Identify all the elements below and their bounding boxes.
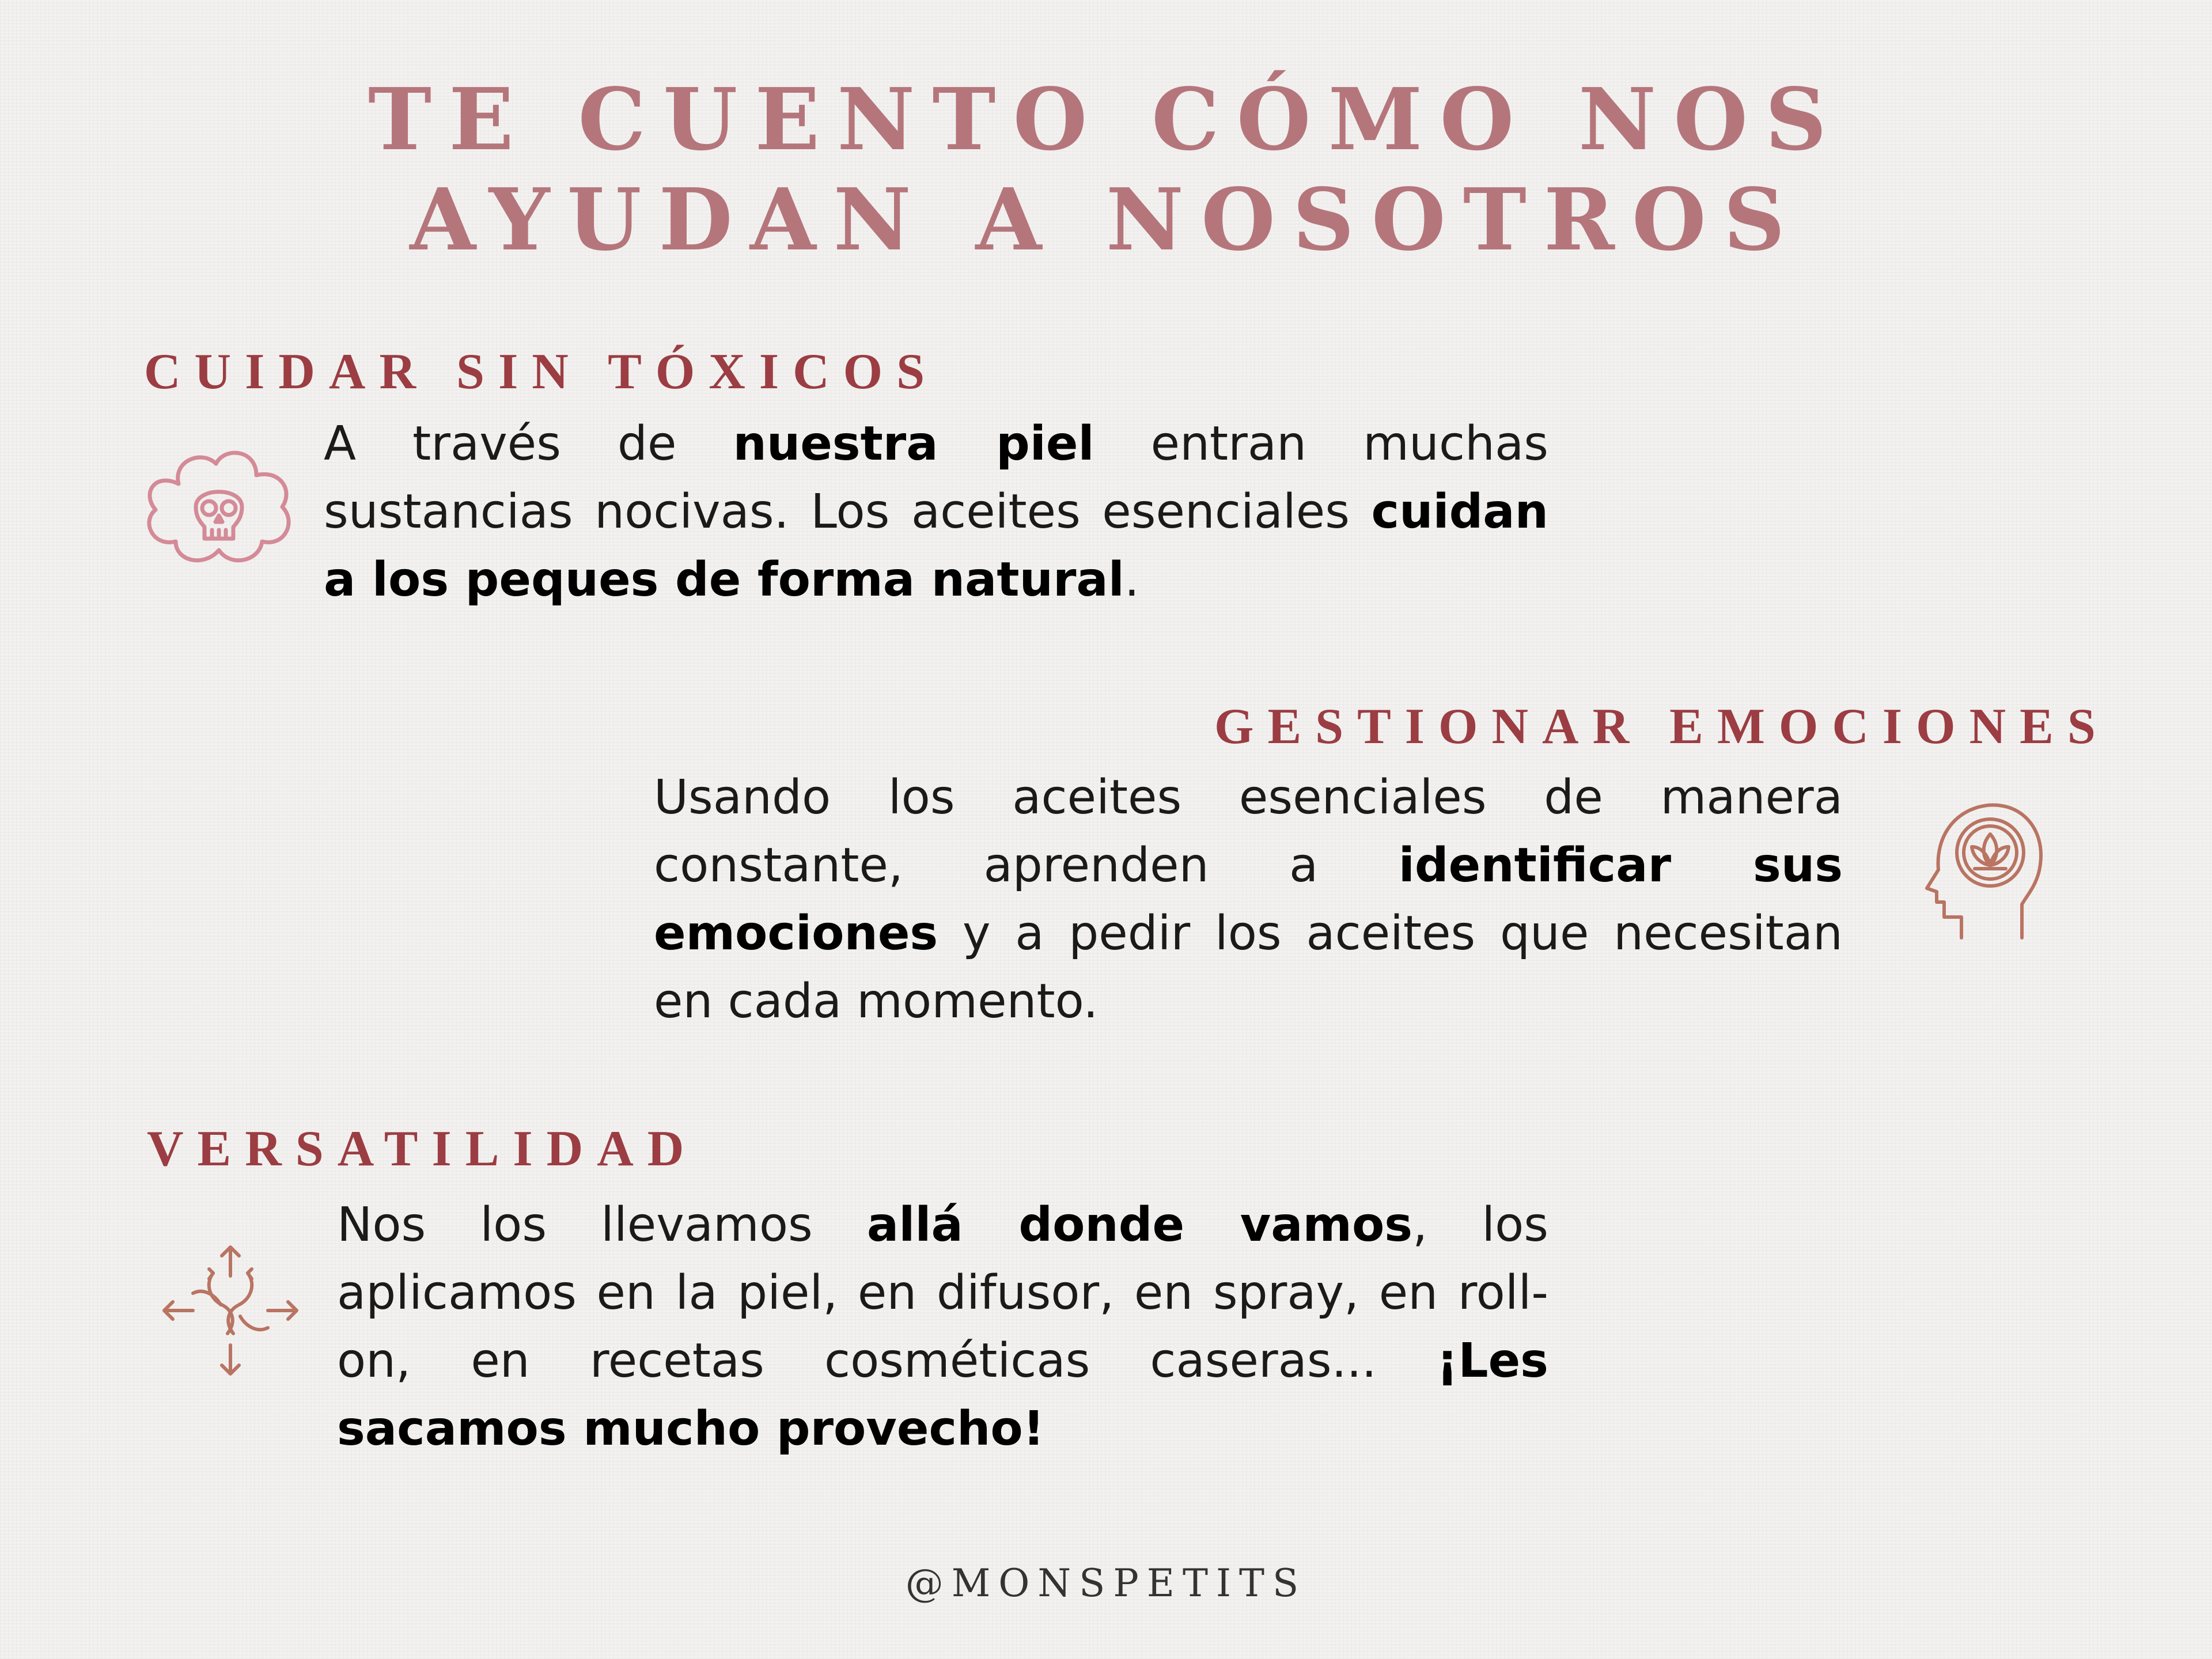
head-lotus-icon (1889, 789, 2045, 948)
section-heading-versatilidad: VERSATILIDAD (147, 1121, 698, 1177)
section-text-versatilidad: Nos los llevamos allá donde vamos, los aplicamos en la piel, en difusor, en spray, en roll-on, en recetas cosméticas caseras... ¡Les sacamos mucho provecho! (337, 1198, 1548, 1456)
section-heading-gestionar: GESTIONAR EMOCIONES (1214, 699, 2109, 755)
section-heading-cuidar: CUIDAR SIN TÓXICOS (144, 344, 939, 400)
arrows-swirl-icon (158, 1241, 302, 1382)
page-title (0, 69, 2212, 270)
skull-cloud-icon (138, 444, 300, 573)
section-text-cuidar: A través de nuestra piel entran muchas sustancias nocivas. Los aceites esenciales cuidan a los peques de forma natural. (324, 416, 1548, 607)
section-text-gestionar: Usando los aceites esenciales de manera constante, aprenden a identificar sus emociones y a pedir los aceites que necesitan en cada momento. (654, 770, 1843, 1029)
title-line-1: TE CUENTO CÓMO NOS (368, 69, 1844, 169)
footer-handle: @MONSPETITS (905, 1561, 1307, 1605)
title-line-2: AYUDAN A NOSOTROS (410, 169, 1802, 270)
